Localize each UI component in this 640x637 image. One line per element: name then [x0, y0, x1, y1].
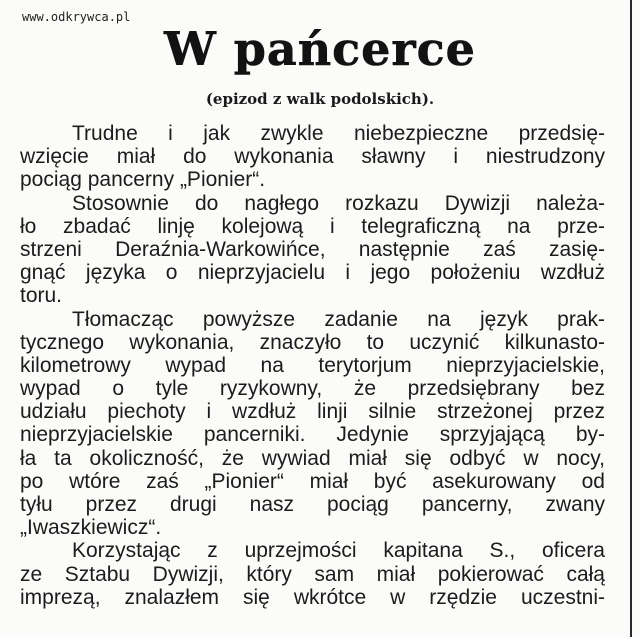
text-line: toru. [20, 284, 63, 308]
text-line: kilometrowy wypad na terytorjum nieprzyjacielskie, [20, 353, 605, 377]
text-line: gnąć języka o nieprzyjacielu i jego położeniu wzdłuż [20, 261, 605, 285]
text-line: Tłomacząc powyższe zadanie na język prak- [72, 307, 605, 331]
text-line: tycznego wykonania, znaczyło to uczynić kilkunasto- [20, 330, 605, 354]
text-line: udziału piechoty i wzdłuż linji silnie strzeżonej przez [20, 400, 605, 424]
text-line: Korzystając z uprzejmości kapitana S., oficera [72, 539, 605, 563]
text-line: pociąg pancerny „Pionier“. [20, 168, 266, 192]
text-line: Trudne i jak zwykle niebezpieczne przedsię- [72, 122, 605, 145]
text-line: wzięcie miał do wykonania sławny i niestrudzony [20, 145, 605, 169]
text-line: ła ta okoliczność, że wywiad miał się odbyć w nocy, [20, 446, 605, 470]
text-line: imprezą, znalazłem się wkrótce w rzędzie uczestni- [20, 585, 605, 609]
text-line: ło zbadać linję kolejową i telegraficzną na prze- [20, 214, 605, 238]
text-line: tyłu przez drugi nasz pociąg pancerny, zwany [20, 493, 605, 516]
text-line: wypad o tyle ryzykowny, że przedsiębrany bez [20, 377, 605, 401]
article-subtitle: (epizod z walk podolskich). [205, 90, 435, 108]
article-body [20, 122, 605, 609]
text-line: po wtóre zaś „Pionier“ miał być asekurowany od [20, 469, 605, 493]
text-line: ze Sztabu Dywizji, który sam miał pokierować całą [20, 562, 605, 586]
text-line: Stosownie do nagłego rozkazu Dywizji należa- [72, 191, 605, 215]
text-line: „Iwaszkiewicz“. [20, 516, 162, 540]
article-title: W pańcerce [164, 22, 476, 76]
watermark: www.odkrywca.pl [22, 10, 131, 24]
text-line: strzeni Deraźnia-Warkowińce, następnie zaś zasię- [20, 237, 605, 261]
text-line: nieprzyjacielskie pancerniki. Jedynie sprzyjającą by- [20, 423, 605, 447]
